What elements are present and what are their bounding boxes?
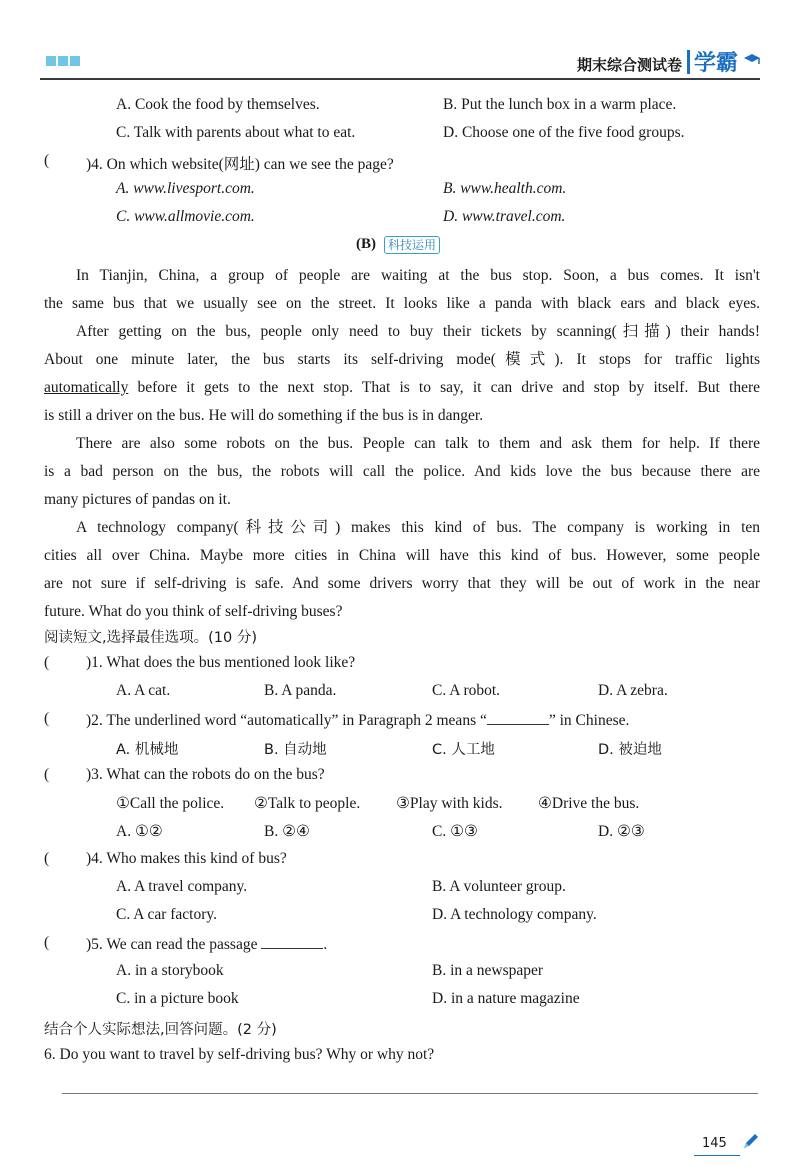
- instruction: 结合个人实际想法,回答问题。(2 分): [44, 1022, 277, 1038]
- option-a: A. A travel company.: [116, 878, 248, 895]
- passage-line: the same bus that we usually see on the street. It looks like a panda with black ears and black eyes.: [44, 295, 760, 312]
- passage-line: After getting on the bus, people only need to buy their tickets by scanning(扫描) their hands!: [76, 323, 760, 340]
- answer-paren: (: [44, 152, 50, 169]
- statement-2: ②Talk to people.: [254, 795, 361, 812]
- option-a: A. A cat.: [116, 682, 171, 699]
- option-b: B. in a newspaper: [432, 962, 544, 979]
- question-text-post: ” in Chinese.: [548, 712, 630, 729]
- passage-line: [44, 374, 760, 402]
- underlined-word: automatically: [44, 379, 129, 396]
- answer-paren: (: [44, 710, 50, 727]
- answer-paren: (: [44, 850, 50, 867]
- question-text: [86, 934, 327, 954]
- passage-text: before it gets to the next stop. That is to say, it can drive and stop by itself. But there: [128, 379, 760, 396]
- header-rule: [40, 78, 760, 80]
- passage-line: is still a driver on the bus. He will do something if the bus is in danger.: [44, 407, 484, 424]
- option-c: C. 人工地: [432, 742, 495, 758]
- question-text: [86, 710, 629, 730]
- option-a: A. Cook the food by themselves.: [116, 96, 320, 113]
- answer-paren: (: [44, 654, 50, 671]
- question-text-pre: )2. The underlined word “automatically” in Paragraph 2 means “: [86, 712, 487, 729]
- passage-line: There are also some robots on the bus. People can talk to them and ask them for help. If there: [76, 435, 760, 452]
- option-d: D. www.travel.com.: [443, 208, 566, 225]
- passage-line: cities all over China. Maybe more cities in China will have this kind of bus. However, some people: [44, 547, 760, 564]
- option-d: D. A technology company.: [432, 906, 597, 923]
- question-text: 6. Do you want to travel by self-driving bus? Why or why not?: [44, 1046, 435, 1063]
- header-divider: [687, 50, 690, 74]
- answer-line[interactable]: [62, 1093, 758, 1094]
- option-b: B. www.health.com.: [443, 180, 567, 197]
- option-d: D. Choose one of the five food groups.: [443, 124, 685, 141]
- option-b: B. A panda.: [264, 682, 337, 699]
- question-text: )1. What does the bus mentioned look like?: [86, 654, 356, 671]
- answer-paren: (: [44, 766, 50, 783]
- answer-blank[interactable]: [487, 710, 549, 725]
- passage-line: future. What do you think of self-driving buses?: [44, 603, 343, 620]
- passage-line: are not sure if self-driving is safe. And some drivers worry that they will be out of work in the near: [44, 575, 760, 592]
- option-c: C. ①③: [432, 823, 478, 840]
- page-number: 145: [702, 1136, 727, 1151]
- option-d: D. 被迫地: [598, 742, 662, 758]
- pencil-icon: [740, 1132, 760, 1152]
- question-text: )4. On which website(网址) can we see the page?: [86, 156, 394, 173]
- section-tag: 科技运用: [384, 236, 440, 254]
- option-d: D. ②③: [598, 823, 645, 840]
- header-decoration: [46, 56, 80, 66]
- passage-line: In Tianjin, China, a group of people are waiting at the bus stop. Soon, a bus comes. It isn't: [76, 267, 760, 284]
- page-number-rule: [694, 1155, 740, 1156]
- option-c: C. Talk with parents about what to eat.: [116, 124, 356, 141]
- answer-blank[interactable]: [261, 934, 323, 949]
- instruction: 阅读短文,选择最佳选项。(10 分): [44, 630, 257, 646]
- statement-4: ④Drive the bus.: [538, 795, 640, 812]
- statement-1: ①Call the police.: [116, 795, 225, 812]
- option-b: B. 自动地: [264, 742, 327, 758]
- option-b: B. A volunteer group.: [432, 878, 566, 895]
- option-c: C. in a picture book: [116, 990, 239, 1007]
- option-a: A. in a storybook: [116, 962, 224, 979]
- header-title: 期末综合测试卷: [576, 56, 682, 74]
- option-a: A. 机械地: [116, 742, 179, 758]
- question-text: )3. What can the robots do on the bus?: [86, 766, 325, 783]
- option-c: C. A car factory.: [116, 906, 217, 923]
- passage-line: many pictures of pandas on it.: [44, 491, 231, 508]
- passage-line: About one minute later, the bus starts its self-driving mode(模式). It stops for traffic lights: [44, 351, 760, 368]
- statement-3: ③Play with kids.: [396, 795, 503, 812]
- option-c: C. A robot.: [432, 682, 501, 699]
- passage-line: A technology company(科技公司) makes this kind of bus. The company is working in ten: [76, 519, 760, 536]
- answer-paren: (: [44, 934, 50, 951]
- option-d: D. in a nature magazine: [432, 990, 580, 1007]
- option-b: B. ②④: [264, 823, 310, 840]
- graduation-cap-icon: [742, 50, 762, 70]
- option-c: C. www.allmovie.com.: [116, 208, 255, 225]
- question-text-post: .: [323, 936, 328, 953]
- option-d: D. A zebra.: [598, 682, 668, 699]
- option-a: A. www.livesport.com.: [116, 180, 255, 197]
- option-a: A. ①②: [116, 823, 163, 840]
- option-b: B. Put the lunch box in a warm place.: [443, 96, 677, 113]
- brand-logo: 学霸: [694, 51, 739, 76]
- question-text-pre: )5. We can read the passage: [86, 936, 262, 953]
- passage-line: is a bad person on the bus, the robots will call the police. And kids love the bus because there are: [44, 463, 760, 480]
- question-text: )4. Who makes this kind of bus?: [86, 850, 287, 867]
- section-label: (B): [356, 236, 376, 252]
